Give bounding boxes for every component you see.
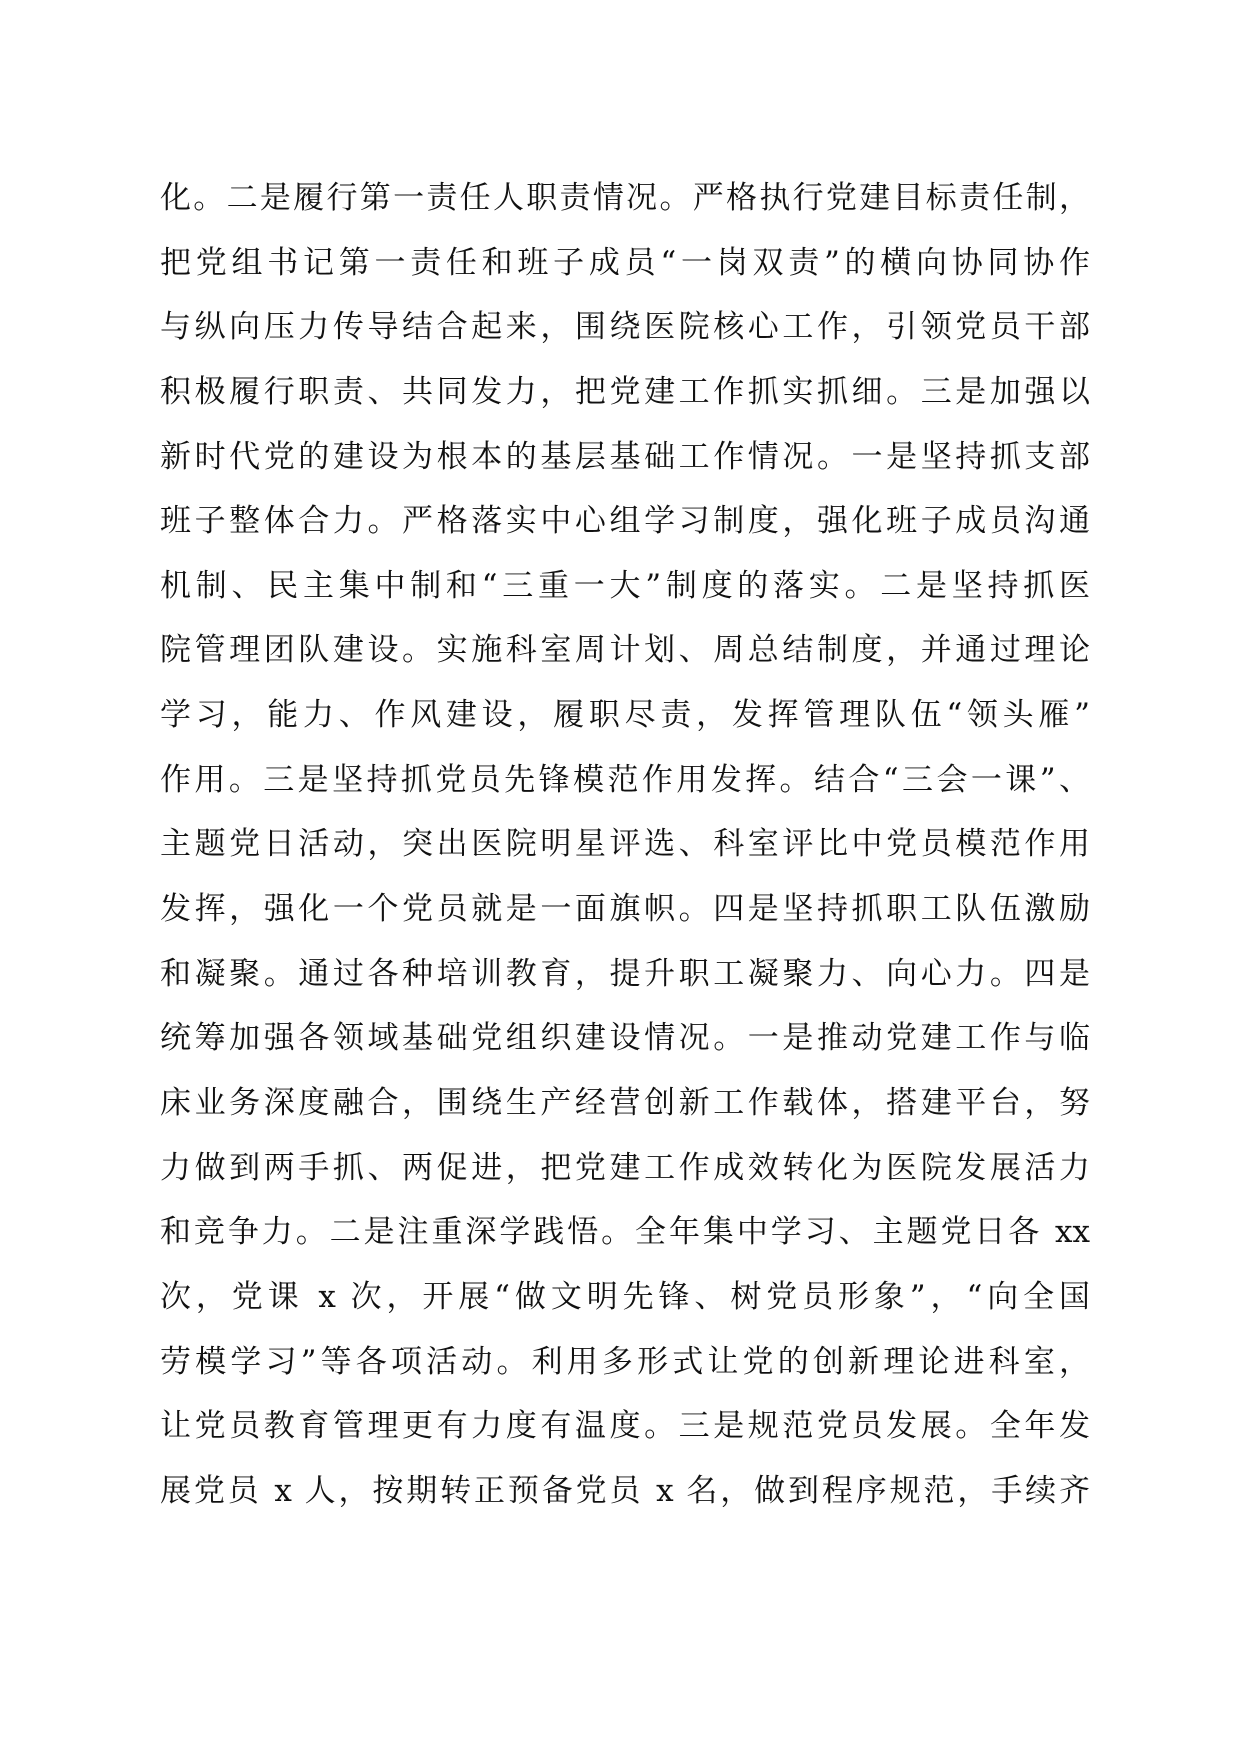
text-line: 发挥，强化一个党员就是一面旗帜。四是坚持抓职工队伍激励 (160, 891, 1090, 928)
text-line: 和凝聚。通过各种培训教育，提升职工凝聚力、向心力。四是 (160, 955, 1090, 992)
text-line: 劳模学习”等各项活动。利用多形式让党的创新理论进科室， (160, 1343, 1090, 1380)
text-line: 和竞争力。二是注重深学践悟。全年集中学习、主题党日各 xx (160, 1214, 1090, 1251)
text-line: 学习，能力、作风建设，履职尽责，发挥管理队伍“领头雁” (160, 697, 1090, 734)
text-line: 次，党课 x 次，开展“做文明先锋、树党员形象”，“向全国 (160, 1278, 1090, 1315)
text-line: 主题党日活动，突出医院明星评选、科室评比中党员模范作用 (160, 826, 1090, 863)
text-line: 床业务深度融合，围绕生产经营创新工作载体，搭建平台，努 (160, 1084, 1090, 1121)
text-line: 机制、民主集中制和“三重一大”制度的落实。二是坚持抓医 (160, 567, 1090, 604)
text-line: 化。二是履行第一责任人职责情况。严格执行党建目标责任制， (160, 180, 1090, 216)
text-line: 力做到两手抓、两促进，把党建工作成效转化为医院发展活力 (160, 1149, 1090, 1186)
text-line: 统筹加强各领域基础党组织建设情况。一是推动党建工作与临 (160, 1020, 1090, 1057)
text-line: 新时代党的建设为根本的基层基础工作情况。一是坚持抓支部 (160, 438, 1090, 475)
text-line: 把党组书记第一责任和班子成员“一岗双责”的横向协同协作 (160, 244, 1090, 281)
body-paragraph (160, 166, 1090, 1523)
text-line: 作用。三是坚持抓党员先锋模范作用发挥。结合“三会一课”、 (160, 761, 1090, 798)
text-line: 展党员 x 人，按期转正预备党员 x 名，做到程序规范，手续齐 (160, 1472, 1090, 1509)
text-line: 积极履行职责、共同发力，把党建工作抓实抓细。三是加强以 (160, 373, 1090, 410)
text-line: 班子整体合力。严格落实中心组学习制度，强化班子成员沟通 (160, 503, 1090, 540)
text-line: 与纵向压力传导结合起来，围绕医院核心工作，引领党员干部 (160, 309, 1090, 346)
text-line: 让党员教育管理更有力度有温度。三是规范党员发展。全年发 (160, 1408, 1090, 1445)
text-line: 院管理团队建设。实施科室周计划、周总结制度，并通过理论 (160, 632, 1090, 669)
